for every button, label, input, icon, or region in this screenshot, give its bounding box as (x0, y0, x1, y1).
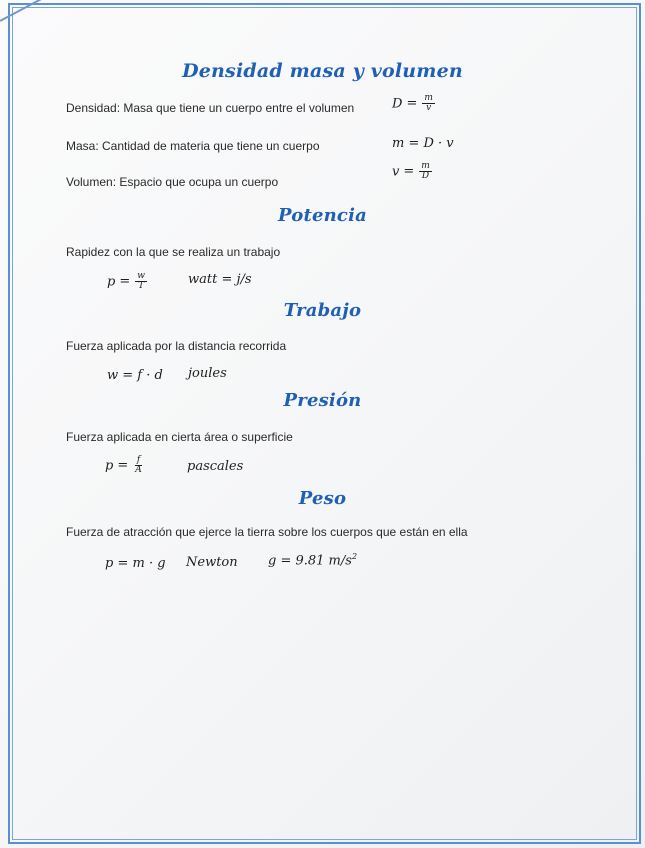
density-formula-op: = (406, 96, 418, 112)
volume-formula (392, 162, 433, 182)
density-denominator: v (426, 103, 432, 114)
presion-formula-lhs: p (105, 458, 114, 474)
section-heading-peso: Peso (298, 488, 347, 509)
density-formula-lhs: D (392, 96, 403, 112)
presion-fraction (133, 456, 144, 476)
potencia-denominator: T (138, 281, 145, 292)
presion-numerator: f (136, 455, 141, 465)
section-heading-potencia: Potencia (278, 205, 367, 226)
gravity-value (268, 552, 357, 568)
density-numerator: m (424, 93, 433, 103)
peso-formula: p = m · g (105, 556, 166, 571)
mass-formula: m = D · v (392, 136, 454, 151)
mass-definition: Masa: Cantidad de materia que tiene un cuerpo (66, 139, 320, 153)
volume-denominator: D (421, 171, 430, 182)
presion-definition: Fuerza aplicada en cierta área o superficie (66, 430, 293, 444)
presion-denominator: A (135, 465, 142, 476)
trabajo-definition: Fuerza aplicada por la distancia recorrida (66, 339, 287, 353)
section-heading-trabajo: Trabajo (283, 300, 362, 321)
potencia-definition: Rapidez con la que se realiza un trabajo (66, 245, 281, 259)
peso-definition: Fuerza de atracción que ejerce la tierra sobre los cuerpos que están en ella (66, 525, 468, 539)
volume-formula-lhs: v (392, 164, 400, 180)
page-border-inner (12, 7, 637, 840)
gravity-exponent: 2 (351, 552, 358, 561)
trabajo-formula: w = f · d (107, 368, 163, 383)
volume-fraction (419, 162, 432, 182)
presion-unit: pascales (187, 459, 244, 474)
gravity-value-text: g = 9.81 m/s (268, 553, 352, 569)
potencia-formula-op: = (119, 274, 131, 290)
presion-formula (105, 456, 145, 476)
presion-formula-op: = (117, 458, 129, 474)
density-formula (392, 94, 436, 114)
trabajo-unit: joules (188, 366, 227, 381)
density-definition: Densidad: Masa que tiene un cuerpo entre el volumen (66, 101, 355, 115)
potencia-unit: watt = j/s (188, 272, 252, 287)
volume-definition: Volumen: Espacio que ocupa un cuerpo (66, 175, 279, 189)
potencia-fraction (135, 272, 147, 292)
potencia-formula (107, 272, 148, 292)
peso-unit: Newton (186, 555, 238, 570)
volume-numerator: m (421, 161, 430, 171)
volume-formula-op: = (403, 164, 415, 180)
page-title: Densidad masa y volumen (182, 60, 463, 82)
density-fraction (422, 94, 435, 114)
potencia-numerator: w (137, 271, 145, 281)
potencia-formula-lhs: p (107, 274, 116, 290)
section-heading-presion: Presión (283, 390, 362, 411)
